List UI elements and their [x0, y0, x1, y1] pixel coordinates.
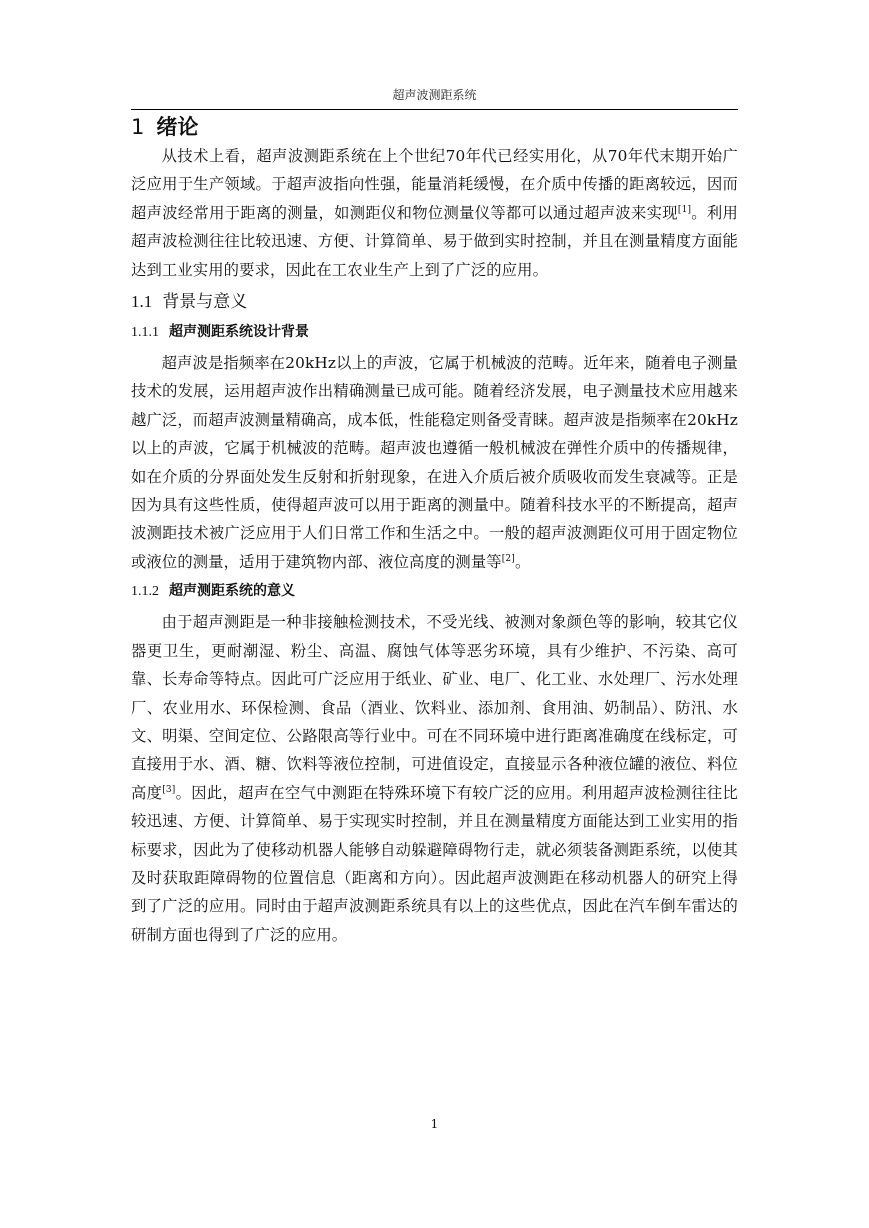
background-text: 超声波是指频率在20kHz以上的声波，它属于机械波的范畴。近年来，随着电子测量技术的发展，运用超声波作出精确测量已成可能。随着经济发展，电子测量技术应用越来越广泛，而超声波测量精确高，成本低，性能稳定则备受青睐。超声波是指频率在20kHz以上的声波，它属于机械波的范畴。超声波也遵循一般机械波在弹性介质中的传播规律，如在介质的分界面处发生反射和折射现象，在进入介质后被介质吸收而发生衰减等。正是因为具有这些性质，使得超声波可以用于距离的测量中。随着科技水平的不断提高，超声波测距技术被广泛应用于人们日常工作和生活之中。一般的超声波测距仪可用于固定物位或液位的测量，适用于建筑物内部、液位高度的测量等 [131, 354, 738, 571]
subsection-heading-significance [131, 578, 738, 605]
header-rule [131, 109, 738, 110]
intro-paragraph [131, 142, 738, 284]
significance-paragraph [131, 608, 738, 949]
section-number: 1.1 [131, 292, 153, 312]
background-paragraph [131, 349, 738, 576]
chapter-heading [131, 112, 738, 142]
section-heading [131, 288, 738, 316]
citation-3: [3] [162, 784, 176, 795]
intro-text: 从技术上看，超声波测距系统在上个世纪70年代已经实用化，从70年代末期开始广泛应用于生产领域。于超声波指向性强，能量消耗缓慢，在介质中传播的距离较远，因而超声波经常用于距离的测量，如测距仪和物位测量仪等都可以通过超声波来实现 [131, 147, 738, 222]
subsection-title: 超声测距系统的意义 [169, 583, 295, 600]
citation-1: [1] [677, 204, 692, 215]
subsection-title: 超声测距系统设计背景 [169, 324, 309, 341]
section-title: 背景与意义 [162, 292, 248, 313]
intro-text-after: 。利用超声波检测往往比较迅速、方便、计算简单、易于做到实时控制，并且在测量精度方面能达到工业实用的要求，因此在工农业生产上到了广泛的应用。 [131, 203, 738, 279]
subsection-heading-background [131, 319, 738, 346]
subsection-number: 1.1.1 [131, 325, 159, 341]
chapter-number: 1 [131, 115, 145, 139]
citation-2: [2] [501, 553, 515, 564]
chapter-title: 绪论 [156, 115, 199, 139]
background-text-after: 。 [514, 552, 531, 571]
running-header: 超声波测距系统 [392, 88, 477, 102]
page-body [131, 112, 738, 949]
subsection-number: 1.1.2 [131, 584, 159, 600]
page-number: 1 [430, 1117, 439, 1131]
significance-text-after: 。因此，超声在空气中测距在特殊环境下有较广泛的应用。利用超声波检测往往比较迅速、方便、计算简单、易于实现实时控制，并且在测量精度方面能达到工业实用的指标要求，因此为了使移动机器人能够自动躲避障碍物行走，就必须装备测距系统，以使其及时获取距障碍物的位置信息（距离和方向）。因此超声波测距在移动机器人的研究上得到了广泛的应用。同时由于超声波测距系统具有以上的这些优点，因此在汽车倒车雷达的研制方面也得到了广泛的应用。 [131, 783, 738, 944]
significance-text: 由于超声测距是一种非接触检测技术，不受光线、被测对象颜色等的影响，较其它仪器更卫生，更耐潮湿、粉尘、高温、腐蚀气体等恶劣环境，具有少维护、不污染、高可靠、长寿命等特点。因此可广泛应用于纸业、矿业、电厂、化工业、水处理厂、污水处理厂、农业用水、环保检测、食品（酒业、饮料业、添加剂、食用油、奶制品）、防汛、水文、明渠、空间定位、公路限高等行业中。可在不同环境中进行距离准确度在线标定，可直接用于水、酒、糖、饮料等液位控制，可进值设定，直接显示各种液位罐的液位、料位高度 [131, 613, 738, 802]
